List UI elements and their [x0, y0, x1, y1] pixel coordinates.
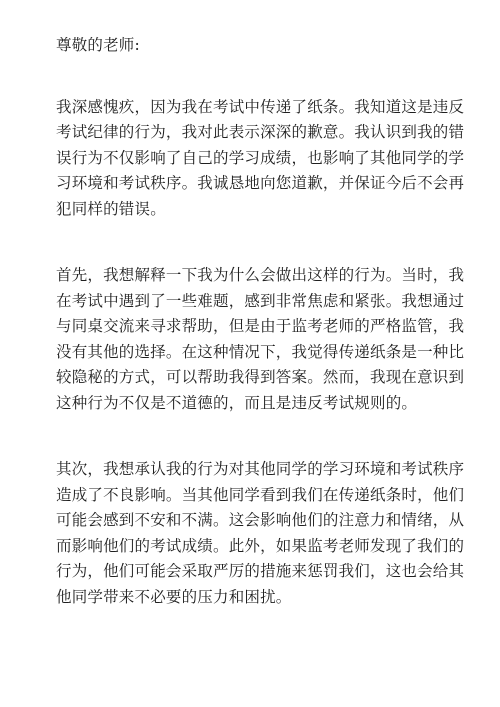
paragraph-explanation: 首先，我想解释一下我为什么会做出这样的行为。当时，我在考试中遇到了一些难题，感到非常焦虑和紧张。我想通过与同桌交流来寻求帮助，但是由于监考老师的严格监管，我没有其他的选择。在这种情况下，我觉得传递纸条是一种比较隐秘的方式，可以帮助我得到答案。然而，我现在意识到这种行为不仅是不道德的，而且是违反考试规则的。	[56, 266, 465, 412]
salutation: 尊敬的老师:	[56, 36, 140, 54]
paragraph-apology: 我深感愧疚，因为我在考试中传递了纸条。我知道这是违反考试纪律的行为，我对此表示深深的歉意。我认识到我的错误行为不仅影响了自己的学习成绩，也影响了其他同学的学习环境和考试秩序。我诚恳地向您道歉，并保证今后不会再犯同样的错误。	[56, 97, 465, 218]
letter-page	[56, 33, 476, 610]
paragraph-impact: 其次，我想承认我的行为对其他同学的学习环境和考试秩序造成了不良影响。当其他同学看到我们在传递纸条时，他们可能会感到不安和不满。这会影响他们的注意力和情绪，从而影响他们的考试成绩。此外，如果监考老师发现了我们的行为，他们可能会采取严厉的措施来惩罚我们，这也会给其他同学带来不必要的压力和困扰。	[56, 460, 465, 606]
